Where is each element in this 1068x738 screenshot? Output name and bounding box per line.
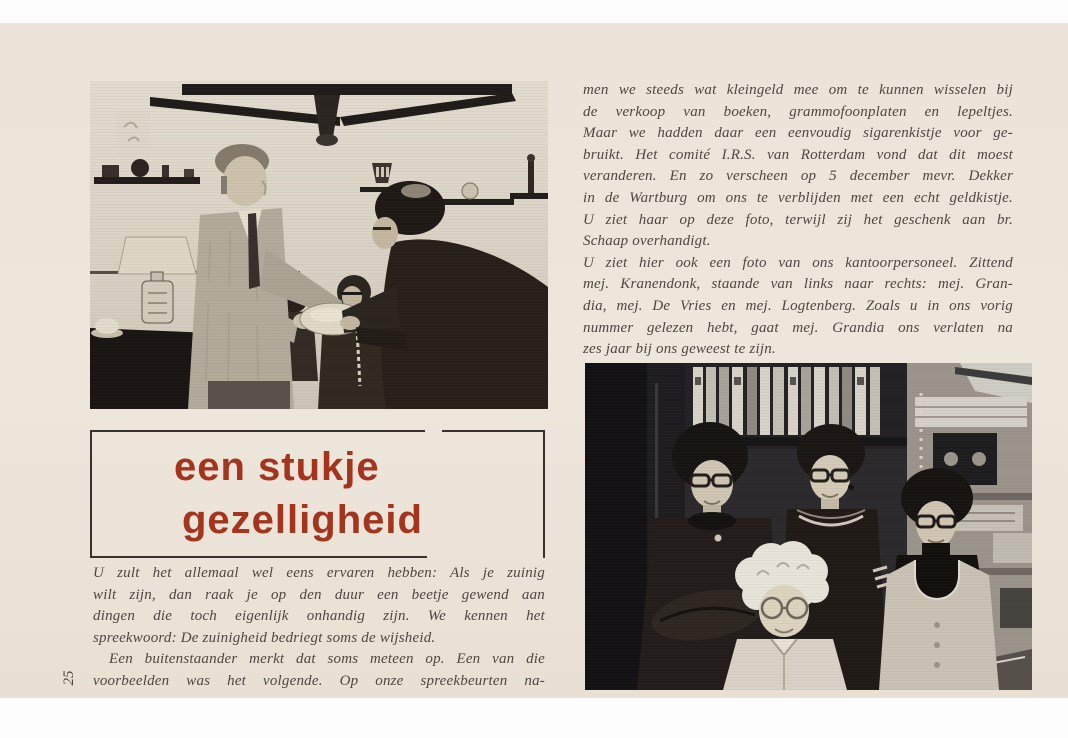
text-line: Schaap overhandigt. [583,233,711,250]
title-box-border [90,430,425,432]
page-number: 25 [61,670,77,686]
text-line: dingen die toch eigenlijk onhandig zijn. We kennen het [93,608,545,625]
title-box [90,430,545,558]
article-title-line2: gezelligheid [182,498,423,542]
text-line: Een buitenstaander merkt dat soms meteen op. Een van die [109,651,545,668]
text-line: U ziet haar op deze foto, terwijl zij het geschenk aan br. [583,211,1013,228]
text-line: wilt zijn, dan raak je op den duur een beetje gewend aan [93,586,545,603]
text-line: zes jaar bij ons geweest te zijn. [583,341,776,358]
text-line: U zult het allemaal wel eens ervaren hebben: Als je zuinig [93,565,545,581]
text-line: in de Wartburg om ons te verblijden met een echt geldkistje. [583,189,1013,206]
wall-art [116,111,150,157]
text-line: voorbeelden was het volgende. Op onze spreekbeurten na- [93,672,545,689]
text-line: bruikt. Het comité I.R.S. van Rotterdam vond dat dit moest [583,146,1013,163]
title-box-border [90,556,427,558]
title-box-border [90,430,92,558]
text-line: mej. Kranendonk, staande van links naar rechts: mej. Gran- [583,276,1013,293]
text-line: Maar we hadden daar een eenvoudig sigarenkistje voor ge- [583,125,1013,142]
text-line: dia, mej. De Vries en mej. Logtenberg. Zoals u in ons vorig [583,297,1013,314]
right-text-column [583,80,1013,361]
text-line: nummer gelezen hebt, gaat mej. Grandia ons verlaten na [583,319,1013,336]
left-text-column [93,563,545,693]
office-staff-illustration [585,363,1032,690]
gift-presentation-photo [90,81,548,409]
title-box-border [442,430,545,432]
text-line: men we steeds wat kleingeld mee om te kunnen wisselen bij [583,82,1013,98]
gift-presentation-illustration [90,81,548,409]
text-line: U ziet hier ook een foto van ons kantoorpersoneel. Zittend [583,254,1013,271]
page-sheet [0,23,1068,698]
title-box-border [543,432,545,558]
text-line: de verkoop van boeken, grammofoonplaten en lepeltjes. [583,103,1013,120]
text-line: veranderen. En zo verscheen op 5 december mevr. Dekker [583,168,1013,185]
article-title-line1: een stukje [174,445,380,489]
text-line: spreekwoord: De zuinigheid bedriegt soms de wijsheid. [93,629,436,646]
office-staff-photo [585,363,1032,690]
